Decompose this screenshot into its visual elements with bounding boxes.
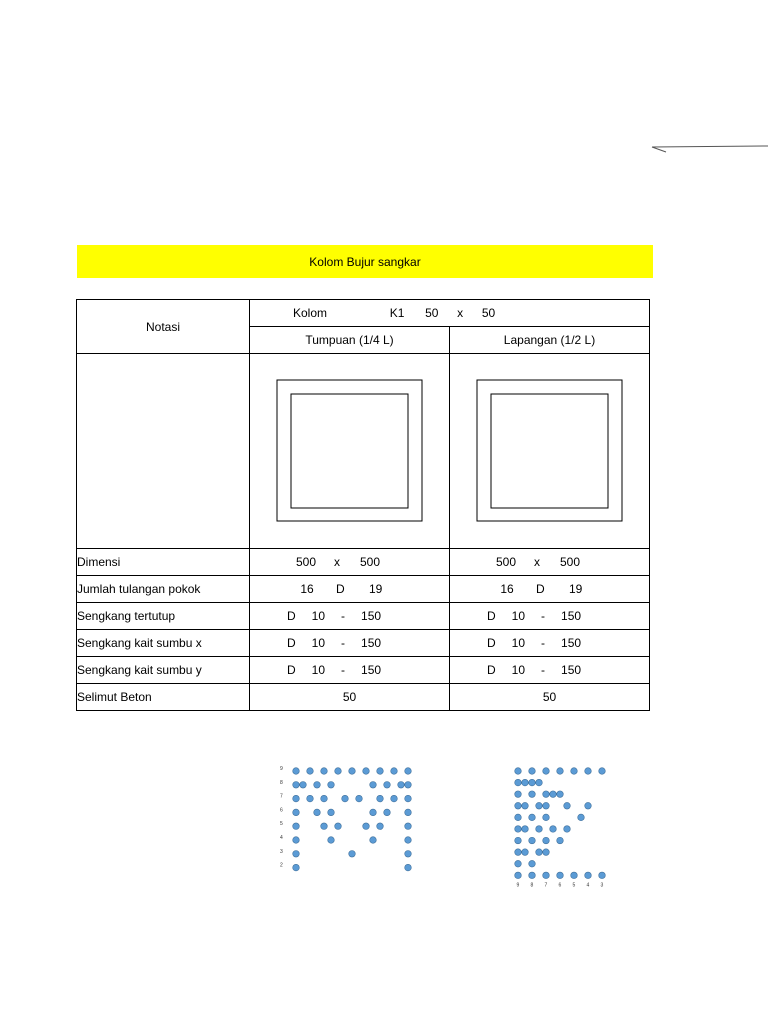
pattern-dot [571,768,578,775]
bar-diameter: 19 [568,582,583,596]
pattern-dot [585,768,592,775]
pattern-dot [349,851,356,858]
pattern-dot [550,791,557,798]
pattern-dot [377,768,384,775]
pattern-dot [557,837,564,844]
tulangan-lapangan [450,576,650,603]
pattern-dot [515,768,522,775]
selimut-label: Selimut Beton [77,684,250,711]
pattern-dot [564,802,571,809]
dim-b: 500 [295,555,317,569]
tumpuan-drawing-cell [250,354,450,549]
pattern-dot [529,814,536,821]
pattern-dot [522,849,529,856]
pattern-dot [543,802,550,809]
dot-pattern-m [276,760,416,874]
tertutup-label: Sengkang tertutup [77,603,250,630]
pattern-dot [405,823,412,830]
pattern-dot [529,860,536,867]
pattern-dot [335,768,342,775]
kait-x-label: Sengkang kait sumbu x [77,630,250,657]
bar-count: 16 [300,582,314,596]
header-row-1 [77,300,650,327]
kait-x-lapangan [450,630,650,657]
selimut-lapangan: 50 [450,684,650,711]
pattern-dot [585,802,592,809]
pattern-dot [599,872,606,879]
axis-number: 4 [586,882,590,889]
stirrup-diameter: 10 [311,636,326,650]
pattern-dot [585,872,592,879]
pattern-dot [515,779,522,786]
pattern-dot [349,768,356,775]
pattern-dot [536,802,543,809]
tertutup-tumpuan [250,603,450,630]
stirrup-dash: - [341,636,346,650]
stirrup-diameter: 10 [311,663,326,677]
pattern-dot [529,779,536,786]
pattern-dot [543,837,550,844]
dimensi-label: Dimensi [77,549,250,576]
pattern-dot [543,849,550,856]
tulangan-tumpuan [250,576,450,603]
stirrup-dash: - [341,609,346,623]
kait-x-tumpuan [250,630,450,657]
axis-number: 4 [280,835,283,841]
stirrup-d: D [287,609,296,623]
tulangan-row [77,576,650,603]
kolom-cell [250,300,650,327]
pattern-dot [342,795,349,802]
stirrup-d: D [287,663,296,677]
corner-arrow-line [650,140,768,154]
dim-b: 500 [495,555,517,569]
pattern-dot [293,864,300,871]
pattern-dot [293,851,300,858]
kolom-x: x [457,306,464,320]
stirrup-d: D [487,636,496,650]
tulangan-label: Jumlah tulangan pokok [77,576,250,603]
kolom-width: 50 [425,306,439,320]
stirrup-diameter: 10 [511,663,526,677]
pattern-dot [529,837,536,844]
pattern-dot [405,864,412,871]
pattern-dot [405,795,412,802]
bar-diameter: 19 [368,582,383,596]
kait-y-tumpuan [250,657,450,684]
title-text: Kolom Bujur sangkar [309,254,421,269]
kolom-code: K1 [389,306,405,320]
pattern-dot [328,809,335,816]
pattern-dot [557,872,564,879]
column-spec-table [76,299,650,711]
pattern-dot [370,782,377,789]
kolom-height: 50 [481,306,496,320]
selimut-row [77,684,650,711]
bar-d: D [536,582,545,596]
axis-number: 5 [280,821,283,828]
pattern-dot [398,782,405,789]
dim-x: x [534,555,540,569]
pattern-dot [370,809,377,816]
axis-number: 9 [280,766,283,772]
stirrup-spacing: 150 [361,636,382,650]
kait-x-row [77,630,650,657]
stirrup-spacing: 150 [561,636,582,650]
section-drawing-row [77,354,650,549]
pattern-dot [515,860,522,867]
table-title [77,245,653,278]
axis-number: 7 [544,882,548,889]
axis-number: 8 [280,779,283,786]
pattern-dot [293,768,300,775]
pattern-dot [293,823,300,830]
pattern-dot [550,826,557,833]
drawing-label-cell [77,354,250,549]
kolom-label: Kolom [293,306,328,320]
dot-pattern-b [510,760,614,900]
pattern-dot [522,826,529,833]
pattern-dot [384,809,391,816]
pattern-dot [300,782,307,789]
pattern-dot [522,779,529,786]
pattern-dot [314,809,321,816]
pattern-dot [363,768,370,775]
tertutup-row [77,603,650,630]
pattern-dot [536,779,543,786]
tumpuan-label: Tumpuan (1/4 L) [305,333,394,347]
axis-number: 8 [530,882,534,889]
kait-y-label: Sengkang kait sumbu y [77,657,250,684]
pattern-dot [363,823,370,830]
pattern-dot [543,791,550,798]
stirrup-d: D [487,663,496,677]
stirrup-d: D [287,636,296,650]
pattern-dot [321,795,328,802]
pattern-dot [515,826,522,833]
pattern-dot [307,768,314,775]
pattern-dot [515,791,522,798]
pattern-dot [405,809,412,816]
pattern-dot [557,768,564,775]
pattern-dot [522,802,529,809]
axis-number: 9 [516,882,520,889]
pattern-dot [405,768,412,775]
stirrup-dash: - [541,663,546,677]
pattern-dot [515,849,522,856]
stirrup-dash: - [541,636,546,650]
pattern-dot [293,837,300,844]
axis-number: 6 [558,882,562,889]
pattern-dot [543,814,550,821]
pattern-dot [307,795,314,802]
stirrup-diameter: 10 [311,609,326,623]
stirrup-diameter: 10 [511,609,526,623]
dimensi-row [77,549,650,576]
pattern-dot [377,795,384,802]
pattern-dot [599,768,606,775]
bar-count: 16 [500,582,514,596]
pattern-dot [515,872,522,879]
pattern-dot [314,782,321,789]
dim-x: x [334,555,340,569]
dim-h: 500 [359,555,381,569]
pattern-dot [543,768,550,775]
stirrup-spacing: 150 [361,663,382,677]
lapangan-drawing-cell [450,354,650,549]
pattern-dot [293,809,300,816]
pattern-dot [515,802,522,809]
axis-number: 6 [280,807,283,814]
stirrup-spacing: 150 [561,609,582,623]
selimut-tumpuan: 50 [250,684,450,711]
lapangan-label: Lapangan (1/2 L) [503,333,596,347]
dimensi-lapangan [450,549,650,576]
lapangan-header [450,327,650,354]
dim-h: 500 [559,555,581,569]
pattern-dot [321,823,328,830]
stirrup-d: D [487,609,496,623]
pattern-dot [293,795,300,802]
notasi-label: Notasi [145,319,180,334]
pattern-dot [293,782,300,789]
pattern-dot [557,791,564,798]
bar-d: D [336,582,345,596]
stirrup-spacing: 150 [561,663,582,677]
stirrup-spacing: 150 [361,609,382,623]
pattern-dot [335,823,342,830]
pattern-dot [564,826,571,833]
stirrup-dash: - [541,609,546,623]
pattern-dot [356,795,363,802]
dimensi-tumpuan [250,549,450,576]
pattern-dot [377,823,384,830]
pattern-dot [571,872,578,879]
axis-number: 5 [572,882,576,889]
pattern-dot [536,849,543,856]
lapangan-section-drawing [476,379,624,523]
pattern-dot [328,837,335,844]
notasi-cell [77,300,250,354]
pattern-dot [384,782,391,789]
axis-number: 2 [280,862,283,869]
axis-number: 7 [280,793,283,800]
pattern-dot [529,768,536,775]
pattern-dot [391,768,398,775]
kait-y-row [77,657,650,684]
pattern-dot [405,851,412,858]
pattern-dot [328,782,335,789]
pattern-dot [515,837,522,844]
axis-number: 3 [600,882,604,889]
tertutup-lapangan [450,603,650,630]
pattern-dot [405,837,412,844]
tumpuan-section-drawing [276,379,424,523]
tumpuan-header [250,327,450,354]
pattern-dot [370,837,377,844]
pattern-dot [515,814,522,821]
pattern-dot [529,791,536,798]
pattern-dot [536,826,543,833]
pattern-dot [543,872,550,879]
axis-number: 3 [280,848,283,855]
pattern-dot [321,768,328,775]
pattern-dot [405,782,412,789]
pattern-dot [578,814,585,821]
pattern-dot [391,795,398,802]
kait-y-lapangan [450,657,650,684]
stirrup-dash: - [341,663,346,677]
stirrup-diameter: 10 [511,636,526,650]
pattern-dot [529,872,536,879]
